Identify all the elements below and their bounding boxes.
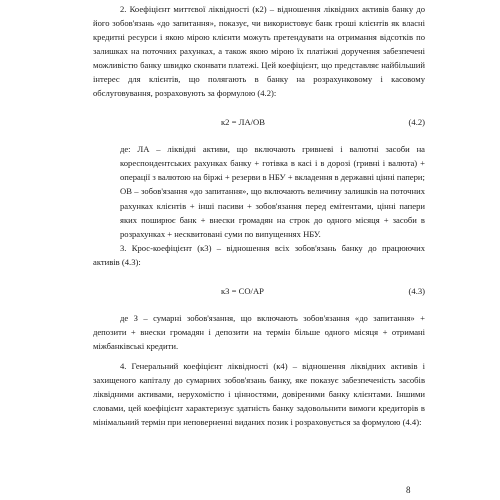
formula-expression: к2 = ЛА/ОВ <box>221 117 265 128</box>
formula-4-3 <box>93 284 425 298</box>
paragraph-k4-definition: 4. Генеральний коефіцієнт ліквідності (к4) – відношення ліквідних активів і захищеного капіталу до сумарних зобов'язань банку, яке показує забезпеченість засобів ліквідними активами, нерухомістю і цінностями, довіреними банку клієнтами. Іншими словами, цей коефіцієнт характеризує здатність банку задовольнити вимоги кредиторів в мінімальний термін при неповерненні виданих позик і розраховується за формулою (4.4): <box>93 360 425 428</box>
formula-number: (4.3) <box>408 285 425 296</box>
formula-expression: к3 = СО/АР <box>221 285 264 296</box>
formula-4-2 <box>93 115 425 129</box>
paragraph-k3-definition: 3. Крос-коефіцієнт (к3) – відношення всіх зобов'язань банку до працюючих активів (4.3): <box>93 242 425 267</box>
paragraph-z-definition: де З – сумарні зобов'язання, що включають зобов'язання «до запитання» + депозити + внески громадян і депозити на термін більше одного місяця + отримані міжбанківські кредити. <box>93 312 425 351</box>
formula-number: (4.2) <box>408 117 425 128</box>
page-number: 8 <box>406 485 411 495</box>
page-content <box>93 2 425 429</box>
paragraph-ov-definition: ОВ – зобов'язання «до запитання», що включають величину залишків на поточних рахунках клієнтів + інші пасиви + зобов'язання перед емітентами, цінні папери яких поширює банк + внески громадян на строк до одного місяця + засоби в розрахунках + несквитовані суми по випущеннях НБУ. <box>120 186 425 239</box>
paragraph-la-definition: де: ЛА – ліквідні активи, що включають гривневі і валютні засоби на кореспондентських рахунках банку + готівка в касі і в дорозі (гривні і валюта) + операції з валютою на біржі + резерви в НБУ + вкладення в державні цінні папери; <box>120 144 425 183</box>
paragraph-k2-definition: 2. Коефіцієнт миттєвої ліквідності (к2) – відношення ліквідних активів банку до його зобов'язань «до запитання», показує, чи використовує банк гроші клієнтів як власні кредитні ресурси і якою мірою клієнти можуть претендувати на отримання відсотків по залишках на поточних рахунках, а також якою мірою їх платіжні доручення забезпечені можливістю банку швидко сконвати платежі. Цей коефіцієнт, що представляє найбільший інтерес для клієнтів, що полягають в банку на розрахунковому і касовому обслуговування, розраховують за формулою (4.2): <box>93 4 425 99</box>
